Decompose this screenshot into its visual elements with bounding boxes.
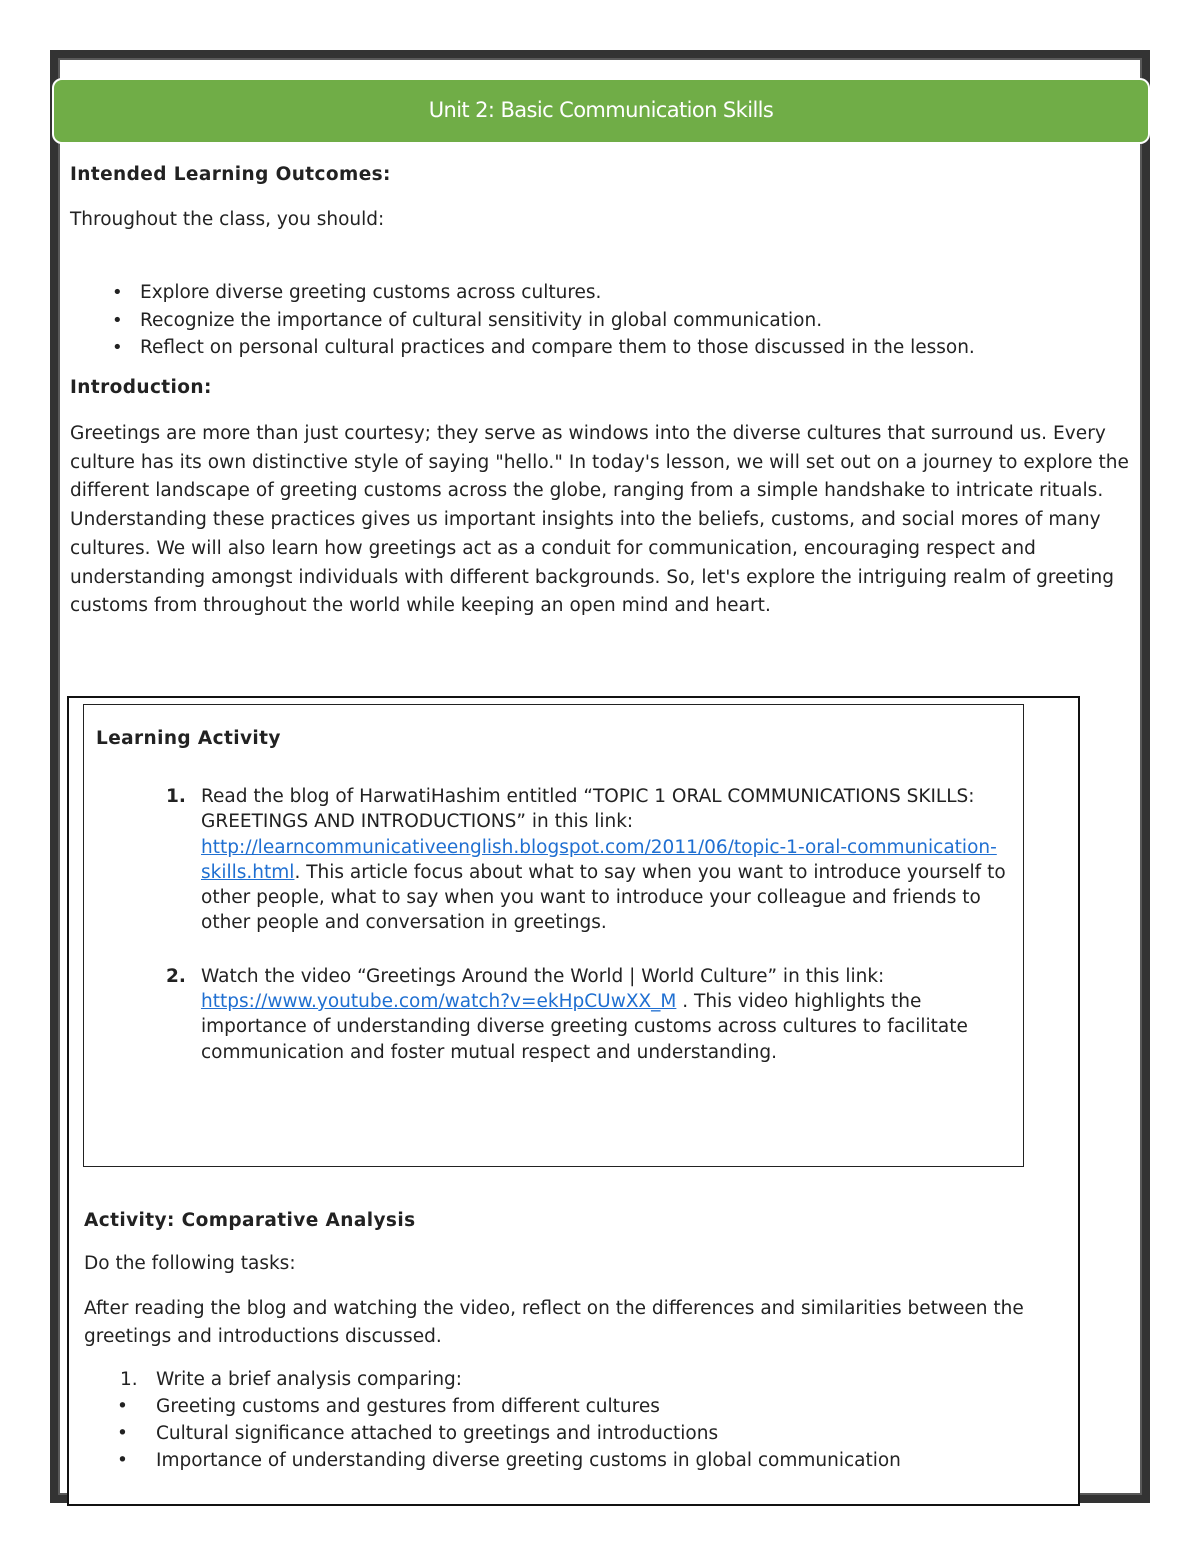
item-text: Read the blog of HarwatiHashim entitled “TOPIC 1 ORAL COMMUNICATIONS SKILLS: GREETINGS AND INTRODUCTIONS” in this link: [201,786,975,833]
outcomes-lead: Throughout the class, you should: [70,209,385,230]
tasks-description: After reading the blog and watching the video, reflect on the differences and similarities between the greetings and introductions discussed. [84,1298,1024,1347]
bullet-icon: • [117,1450,128,1471]
item-text: . This video highlights the importance of understanding diverse greeting customs across cultures to facilitate communication and foster mutual respect and understanding. [201,991,968,1063]
outcomes-heading: Intended Learning Outcomes: [70,164,391,185]
item-text: . This article focus about what to say when you want to introduce yourself to other people, what to say when you want to introduce your colleague and friends to other people and conversation in greetings. [201,861,1006,934]
item-number: 2. [166,965,186,987]
item-text: Watch the video “Greetings Around the World | World Culture” in this link: [201,965,885,987]
learning-activity-item [160,964,1010,1065]
item-number: 1. [166,786,186,807]
task-item [84,1420,1074,1447]
introduction-heading: Introduction: [70,377,212,398]
tasks-list [84,1366,1074,1474]
learning-activity-list [160,784,1010,1065]
task-item [84,1447,1074,1474]
video-link[interactable]: https://www.youtube.com/watch?v=ekHpCUwXX_M [201,991,677,1013]
bullet-icon: • [117,1423,128,1444]
learning-activity-title: Learning Activity [96,728,281,749]
outcome-item: • Explore diverse greeting customs across cultures. [70,279,1140,307]
outcome-item: • Reflect on personal cultural practices and compare them to those discussed in the lesson. [70,334,1140,362]
task-item [84,1366,1074,1393]
comparative-activity-heading: Activity: Comparative Analysis [84,1210,416,1231]
task-text: Greeting customs and gestures from different cultures [156,1396,660,1417]
learning-activity-item [160,784,1010,936]
task-number: 1. [120,1369,138,1390]
outcomes-list [70,279,1140,362]
introduction-text: Greetings are more than just courtesy; they serve as windows into the diverse cultures that surround us. Every culture has its own distinctive style of saying "hello." In today's lesson, we will set out on a journey to explore the different landscape of greeting customs across the globe, ranging from a simple handshake to intricate rituals. Understanding these practices gives us important insights into the beliefs, customs, and social mores of many cultures. We will also learn how greetings act as a conduit for communication, encouraging respect and understanding amongst individuals with different backgrounds. So, let's explore the intriguing realm of greeting customs from throughout the world while keeping an open mind and heart. [70,423,1129,617]
bullet-icon: • [117,1396,128,1417]
outcome-item: • Recognize the importance of cultural sensitivity in global communication. [70,307,1140,335]
task-item [84,1393,1074,1420]
blog-link[interactable]: http://learncommunicativeenglish.blogspot.com/2011/06/topic-1-oral-communication-skills.html [201,836,997,883]
unit-title: Unit 2: Basic Communication Skills [428,98,774,122]
task-text: Cultural significance attached to greetings and introductions [156,1423,719,1444]
task-text: Importance of understanding diverse greeting customs in global communication [156,1450,901,1471]
task-text: Write a brief analysis comparing: [156,1369,463,1390]
tasks-lead: Do the following tasks: [84,1253,296,1274]
unit-banner [52,78,1150,144]
